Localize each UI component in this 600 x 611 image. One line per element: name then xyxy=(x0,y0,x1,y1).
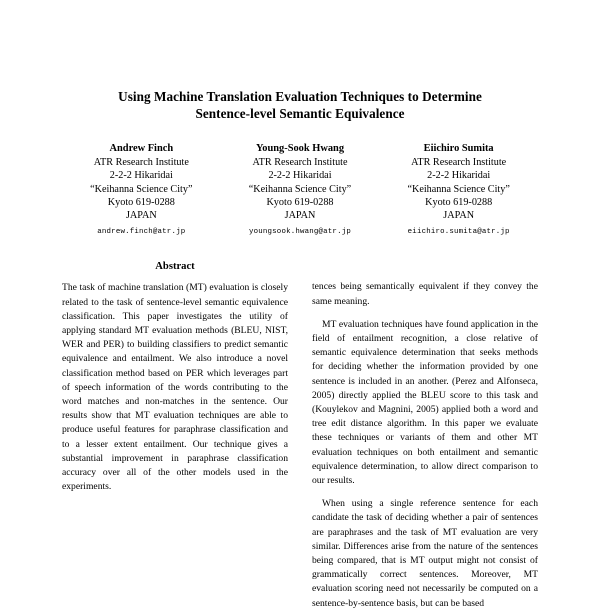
right-column xyxy=(312,261,538,610)
author-1-affiliation-line-5: JAPAN xyxy=(125,210,157,222)
author-2-affiliation-line-1: ATR Research Institute xyxy=(252,157,348,169)
author-2 xyxy=(221,142,380,239)
author-3-email[interactable]: eiichiro.sumita@atr.jp xyxy=(407,228,510,237)
author-1-email[interactable]: andrew.finch@atr.jp xyxy=(97,228,186,237)
title-line-1: Using Machine Translation Evaluation Techniques to Determine xyxy=(118,89,482,104)
author-3-affiliation-line-3: “Keihanna Science City” xyxy=(407,183,510,195)
author-2-name: Young-Sook Hwang xyxy=(255,143,345,154)
right-paragraph-2: MT evaluation techniques have found application in the field of entailment recognition, a close relative of semantic equivalence determination that seeks methods for deciding whether the information provided by one sentence is included in an another. (Perez and Alfonseca, 2005) directly applied the BLEU score to this task and (Kouylekov and Magnini, 2005) applied both a word and tree edit distance algorithm. In this paper we evaluate these techniques or variants of them and other MT evaluation techniques on both entailment and semantic equivalence determination, to allow direct comparison to our results. xyxy=(312,318,538,487)
abstract-heading: Abstract xyxy=(155,261,195,273)
author-2-affiliation-line-4: Kyoto 619-0288 xyxy=(266,196,334,208)
author-3-affiliation-line-4: Kyoto 619-0288 xyxy=(425,196,493,208)
author-3-name: Eiichiro Sumita xyxy=(423,143,494,154)
author-2-affiliation-line-5: JAPAN xyxy=(284,210,316,222)
author-1-affiliation-line-3: “Keihanna Science City” xyxy=(90,183,193,195)
abstract-paragraph: The task of machine translation (MT) evaluation is closely related to the task of sentence-level semantic equivalence classification. This paper investigates the utility of applying standard MT evaluation methods (BLEU, NIST, WER and PER) to building classifiers to predict semantic equivalence and entailment. We also introduce a novel classification method based on PER which leverages part of speech information of the words contributing to the word matches and non-matches in the sentence. Our results show that MT evaluation techniques are able to produce useful features for paraphrase classification and to a lesser extent entailment. Our technique gives a substantial improvement in paraphrase classification accuracy over all of the other models used in the experiments. xyxy=(62,282,288,493)
author-2-affiliation-line-2: 2-2-2 Hikaridai xyxy=(268,170,332,182)
author-block xyxy=(62,142,538,239)
column-spacer xyxy=(312,261,538,280)
page-title xyxy=(62,88,538,122)
author-2-affiliation-line-3: “Keihanna Science City” xyxy=(248,183,352,195)
author-1 xyxy=(62,142,221,239)
title-line-2: Sentence-level Semantic Equivalence xyxy=(195,106,405,121)
author-1-name: Andrew Finch xyxy=(109,143,174,154)
author-3 xyxy=(379,142,538,239)
body-columns xyxy=(62,261,538,610)
right-paragraph-3: When using a single reference sentence for each candidate the task of deciding whether a pair of sentences are paraphrases and the task of MT evaluation are very similar. Differences arise from the nature of the sentences being compared, that is MT output might not consist of grammatically correct sentences. Moreover, MT evaluation scoring need not necessarily be computed on a sentence-by-sentence basis, but can be based xyxy=(312,498,538,609)
author-1-affiliation-line-4: Kyoto 619-0288 xyxy=(107,196,175,208)
author-1-affiliation-line-2: 2-2-2 Hikaridai xyxy=(109,170,173,182)
author-3-affiliation-line-2: 2-2-2 Hikaridai xyxy=(427,170,491,182)
author-3-affiliation-line-1: ATR Research Institute xyxy=(411,157,507,169)
author-3-affiliation-line-5: JAPAN xyxy=(443,210,475,222)
author-1-affiliation-line-1: ATR Research Institute xyxy=(93,157,189,169)
left-column xyxy=(62,261,288,610)
right-paragraph-1: tences being semantically equivalent if they convey the same meaning. xyxy=(312,281,538,307)
author-2-email[interactable]: youngsook.hwang@atr.jp xyxy=(249,228,351,237)
